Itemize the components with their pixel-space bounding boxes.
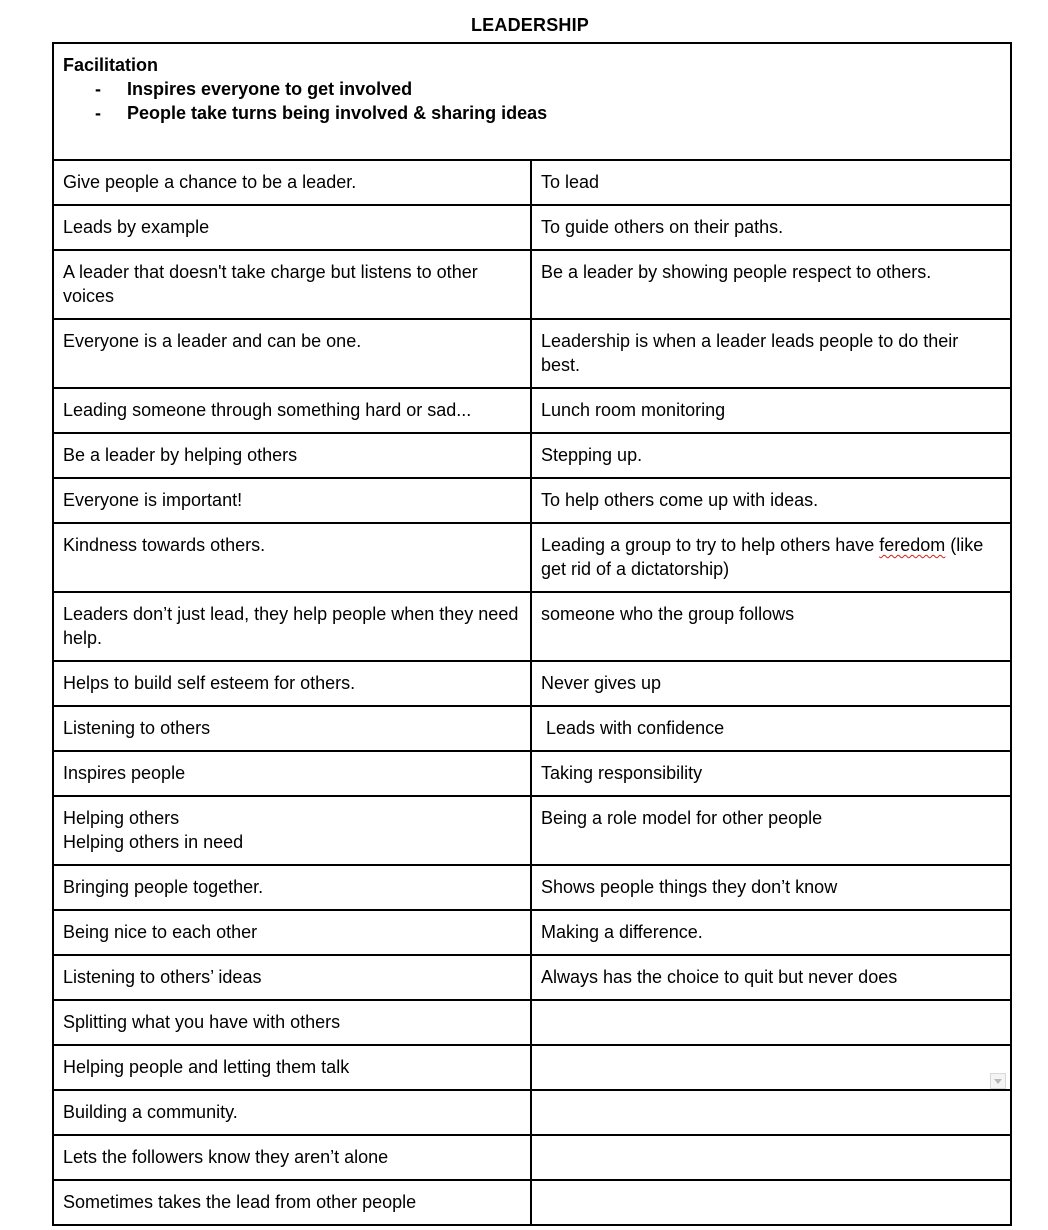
- table-cell-right[interactable]: [531, 751, 1011, 796]
- cell-text: To help others come up with ideas.: [541, 490, 819, 510]
- table-cell-right[interactable]: [531, 910, 1011, 955]
- cell-text: Shows people things they don’t know: [541, 877, 838, 897]
- table-cell-right[interactable]: [531, 523, 1011, 592]
- table-row: [53, 205, 1011, 250]
- header-bullet-list: [63, 77, 1001, 125]
- table-cell-left[interactable]: [53, 661, 531, 706]
- cell-text: Stepping up.: [541, 445, 643, 465]
- table-row: [53, 523, 1011, 592]
- header-cell[interactable]: [53, 43, 1011, 160]
- cell-text: Listening to others: [63, 718, 211, 738]
- table-cell-right[interactable]: [531, 592, 1011, 661]
- cell-text: Inspires people: [63, 763, 186, 783]
- cell-text: Splitting what you have with others: [63, 1012, 341, 1032]
- table-row: [53, 751, 1011, 796]
- table-cell-right[interactable]: [531, 1000, 1011, 1045]
- table-row: [53, 388, 1011, 433]
- table-cell-right[interactable]: [531, 388, 1011, 433]
- cell-text: Being a role model for other people: [541, 808, 823, 828]
- cell-text: Making a difference.: [541, 922, 703, 942]
- table-row: [53, 661, 1011, 706]
- cell-text: A leader that doesn't take charge but listens to other voices: [63, 262, 478, 306]
- cell-text: Leaders don’t just lead, they help people when they need help.: [63, 604, 519, 648]
- table-row: [53, 1000, 1011, 1045]
- cell-text: Helping people and letting them talk: [63, 1057, 350, 1077]
- table-cell-left[interactable]: [53, 592, 531, 661]
- table-cell-right[interactable]: [531, 661, 1011, 706]
- table-cell-left[interactable]: [53, 478, 531, 523]
- table-cell-right[interactable]: [531, 955, 1011, 1000]
- table-cell-left[interactable]: [53, 160, 531, 205]
- cell-text: Everyone is a leader and can be one.: [63, 331, 362, 351]
- table-cell-right[interactable]: [531, 160, 1011, 205]
- cell-text: Helping others in need: [63, 832, 244, 852]
- table-row: [53, 706, 1011, 751]
- cell-text: Be a leader by helping others: [63, 445, 298, 465]
- leadership-table: [52, 42, 1012, 1226]
- cell-text: Being nice to each other: [63, 922, 258, 942]
- table-cell-left[interactable]: [53, 1000, 531, 1045]
- table-row: [53, 1090, 1011, 1135]
- cell-text: To guide others on their paths.: [541, 217, 784, 237]
- cell-text: To lead: [541, 172, 600, 192]
- table-cell-right[interactable]: [531, 1180, 1011, 1225]
- cell-text: Be a leader by showing people respect to others.: [541, 262, 932, 282]
- cell-dropdown-icon[interactable]: [990, 1073, 1006, 1089]
- table-cell-right[interactable]: [531, 433, 1011, 478]
- cell-text: Bringing people together.: [63, 877, 264, 897]
- table-row: [53, 319, 1011, 388]
- table-cell-left[interactable]: [53, 1135, 531, 1180]
- cell-text: Lets the followers know they aren’t alone: [63, 1147, 389, 1167]
- table-row: [53, 865, 1011, 910]
- table-cell-left[interactable]: [53, 796, 531, 865]
- table-cell-right[interactable]: [531, 706, 1011, 751]
- cell-text: Sometimes takes the lead from other people: [63, 1192, 417, 1212]
- cell-text: Leading a group to try to help others have feredom (like get rid of a dictatorship): [541, 535, 984, 579]
- cell-text: Leading someone through something hard or sad...: [63, 400, 472, 420]
- table-cell-right[interactable]: [531, 865, 1011, 910]
- table-cell-left[interactable]: [53, 319, 531, 388]
- cell-text: Give people a chance to be a leader.: [63, 172, 357, 192]
- table-cell-left[interactable]: [53, 1180, 531, 1225]
- cell-text: Listening to others’ ideas: [63, 967, 262, 987]
- table-cell-right[interactable]: [531, 1090, 1011, 1135]
- table-cell-left[interactable]: [53, 1090, 531, 1135]
- table-row: [53, 955, 1011, 1000]
- header-bullet: - Inspires everyone to get involved: [95, 79, 413, 99]
- table-row: [53, 796, 1011, 865]
- table-row: [53, 433, 1011, 478]
- cell-text: Helps to build self esteem for others.: [63, 673, 356, 693]
- cell-text: Lunch room monitoring: [541, 400, 726, 420]
- table-row: [53, 910, 1011, 955]
- table-row: [53, 478, 1011, 523]
- table-cell-left[interactable]: [53, 910, 531, 955]
- table-cell-left[interactable]: [53, 388, 531, 433]
- header-row: [53, 43, 1011, 160]
- cell-text: Always has the choice to quit but never does: [541, 967, 898, 987]
- table-cell-left[interactable]: [53, 955, 531, 1000]
- table-row: [53, 592, 1011, 661]
- table-cell-right[interactable]: [531, 478, 1011, 523]
- table-cell-left[interactable]: [53, 865, 531, 910]
- page-title: LEADERSHIP: [470, 15, 589, 35]
- cell-text: Kindness towards others.: [63, 535, 266, 555]
- table-cell-right[interactable]: [531, 1135, 1011, 1180]
- table-row: [53, 1180, 1011, 1225]
- cell-text: someone who the group follows: [541, 604, 795, 624]
- cell-text: Building a community.: [63, 1102, 238, 1122]
- misspelled-word: feredom: [879, 535, 946, 555]
- table-row: [53, 160, 1011, 205]
- table-cell-right[interactable]: [531, 205, 1011, 250]
- table-cell-left[interactable]: [53, 751, 531, 796]
- cell-text: Leadership is when a leader leads people to do their best.: [541, 331, 959, 375]
- table-cell-left[interactable]: [53, 706, 531, 751]
- cell-text: Leads by example: [63, 217, 210, 237]
- table-cell-right[interactable]: [531, 319, 1011, 388]
- table-cell-right[interactable]: [531, 796, 1011, 865]
- cell-text: Helping others: [63, 808, 180, 828]
- cell-text: Never gives up: [541, 673, 662, 693]
- table-row: [53, 250, 1011, 319]
- header-bullet: - People take turns being involved & sharing ideas: [95, 103, 548, 123]
- table-cell-left[interactable]: [53, 523, 531, 592]
- cell-text: Everyone is important!: [63, 490, 243, 510]
- table-cell-left[interactable]: [53, 1045, 531, 1090]
- section-heading: Facilitation: [63, 55, 159, 75]
- table-cell-right[interactable]: [531, 250, 1011, 319]
- table-cell-right[interactable]: [531, 1045, 1011, 1090]
- cell-text: Leads with confidence: [541, 718, 725, 738]
- table-cell-left[interactable]: [53, 250, 531, 319]
- table-row: [53, 1135, 1011, 1180]
- table-row: [53, 1045, 1011, 1090]
- table-cell-left[interactable]: [53, 433, 531, 478]
- cell-text: Taking responsibility: [541, 763, 703, 783]
- table-cell-left[interactable]: [53, 205, 531, 250]
